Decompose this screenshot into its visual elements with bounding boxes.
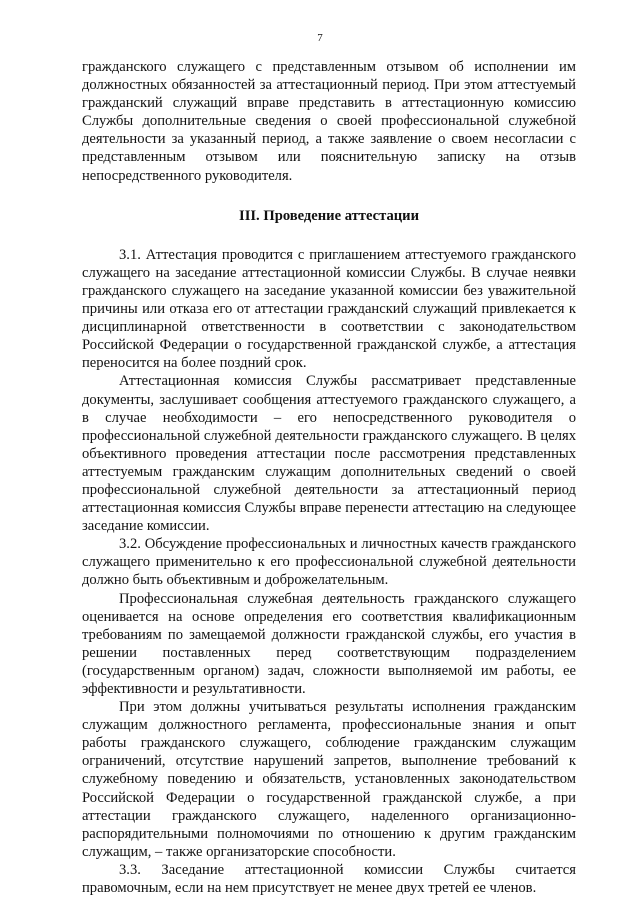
section-heading: III. Проведение аттестации	[239, 207, 419, 224]
paragraph-evaluation-criteria: При этом должны учитываться результаты исполнения гражданским служащим должностного регламента, профессиональные знания и опыт работы гражданского служащего, соблюдение гражданским служащим ограничений, отсутствие нарушений запретов, выполнение требований к служебному поведению и обязательств, установленных законодательством Российской Федерации о государственной гражданской службе, а при аттестации гражданского служащего, наделенного организационно-распорядительными полномочиями по отношению к другим гражданским служащим, – также организаторские способности.	[82, 699, 576, 860]
paragraph-professional-assessment: Профессиональная служебная деятельность гражданского служащего оценивается на основе определения его соответствия квалификационным требованиям по замещаемой должности гражданской службы, его участия в решении поставленных перед соответствующим подразделением (государственным органом) задач, сложности выполняемой им работы, ее эффективности и результативности.	[82, 590, 576, 697]
intro-paragraph: гражданского служащего с представленным отзывом об исполнении им должностных обязанностей за аттестационный период. При этом аттестуемый гражданский служащий вправе представить в аттестационную комиссию Службы дополнительные сведения о своей профессиональной служебной деятельности за указанный период, а также заявление о своем несогласии с представленным отзывом или пояснительную записку на отзыв непосредственного руководителя.	[82, 59, 576, 184]
page-number: 7	[317, 32, 323, 44]
document-body	[82, 58, 576, 897]
paragraph-3-2: 3.2. Обсуждение профессиональных и личностных качеств гражданского служащего применительно к его профессиональной служебной деятельности должно быть объективным и доброжелательным.	[82, 536, 576, 589]
paragraph-3-1: 3.1. Аттестация проводится с приглашением аттестуемого гражданского служащего на заседание аттестационной комиссии Службы. В случае неявки гражданского служащего на заседание указанной комиссии без уважительной причины или отказа его от аттестации гражданский служащий привлекается к дисциплинарной ответственности в соответствии с законодательством Российской Федерации о государственной гражданской службе, а аттестация переносится на более поздний срок.	[82, 246, 576, 372]
paragraph-3-3: 3.3. Заседание аттестационной комиссии Службы считается правомочным, если на нем присутствует не менее двух третей ее членов.	[82, 861, 576, 897]
paragraph-commission-review: Аттестационная комиссия Службы рассматривает представленные документы, заслушивает сообщения аттестуемого гражданского служащего, а в случае необходимости – его непосредственного руководителя о профессиональной служебной деятельности гражданского служащего. В целях объективного проведения аттестации после рассмотрения представленных аттестуемым гражданским служащим дополнительных сведений о своей профессиональной служебной деятельности за аттестационный период аттестационная комиссия Службы вправе перенести аттестацию на следующее заседание комиссии.	[82, 373, 576, 535]
